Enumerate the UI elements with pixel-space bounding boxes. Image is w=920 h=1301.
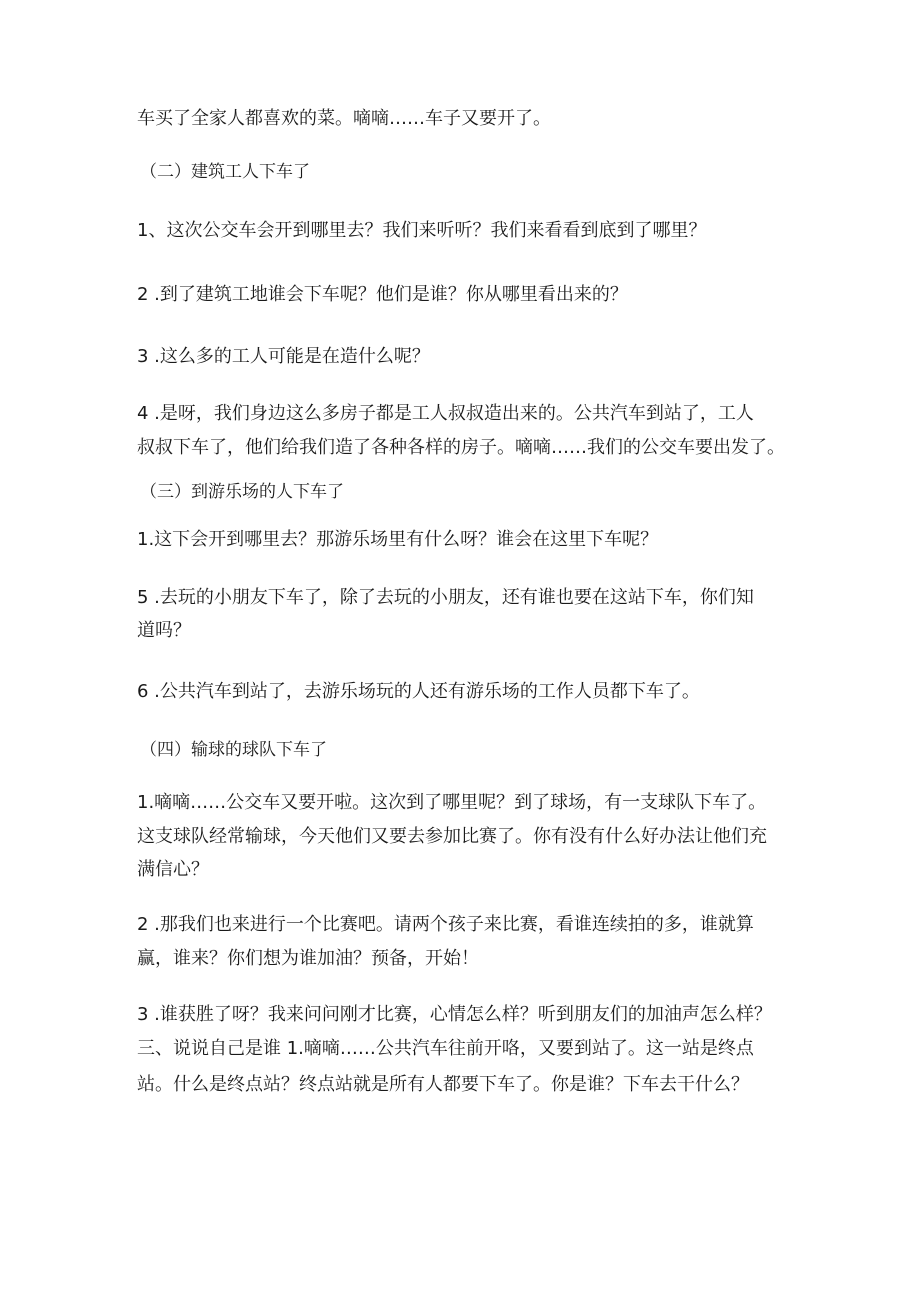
- text-line-item-1-amusement-park: 1.这下会开到哪里去？那游乐场里有什么呀？谁会在这里下车呢？: [137, 529, 659, 550]
- text-line-item-5-children-get-off: 5 .去玩的小朋友下车了，除了去玩的小朋友，还有谁也要在这站下车，你们知: [137, 587, 754, 608]
- section-heading-amusement-park: （三）到游乐场的人下车了: [140, 482, 344, 502]
- text-line-item-2-continued: 赢，谁来？你们想为谁加油？预备，开始！: [137, 948, 479, 969]
- text-line-item-1-ball-court: 1.嘀嘀……公交车又要开啦。这次到了哪里呢？到了球场，有一支球队下车了。: [137, 792, 767, 813]
- text-line-item-1-continued: 这支球队经常输球，今天他们又要去参加比赛了。你有没有什么好办法让他们充: [137, 826, 767, 847]
- text-line-terminal-station: 站。什么是终点站？终点站就是所有人都要下车了。你是谁？下车去干什么？: [137, 1074, 749, 1095]
- text-line-item-6-park-staff: 6 .公共汽车到站了，去游乐场玩的人还有游乐场的工作人员都下车了。: [137, 681, 700, 702]
- text-line-item-2-competition: 2 .那我们也来进行一个比赛吧。请两个孩子来比赛，看谁连续拍的多，谁就算: [137, 914, 754, 935]
- text-line-item-5-continued: 道吗？: [137, 620, 191, 641]
- section-heading-construction-workers: （二）建筑工人下车了: [140, 162, 310, 182]
- text-line-item-3-winner: 3 .谁获胜了呀？我来问问刚才比赛，心情怎么样？听到朋友们的加油声怎么样？: [137, 1004, 772, 1025]
- text-line-item-3-workers-building: 3 .这么多的工人可能是在造什么呢？: [137, 346, 430, 367]
- text-line-item-1-confidence: 满信心？: [137, 859, 209, 880]
- text-line-item-1-where-bus-goes: 1、这次公交车会开到哪里去？我们来听听？我们来看看到底到了哪里？: [137, 220, 707, 241]
- text-line-item-4-houses: 4 .是呀，我们身边这么多房子都是工人叔叔造出来的。公共汽车到站了，工人: [137, 403, 754, 424]
- text-line-bus-bought-dishes: 车买了全家人都喜欢的菜。嘀嘀……车子又要开了。: [137, 108, 551, 129]
- text-line-item-2-construction-site: 2 .到了建筑工地谁会下车呢？他们是谁？你从哪里看出来的？: [137, 284, 628, 305]
- section-heading-losing-team: （四）输球的球队下车了: [140, 740, 327, 760]
- text-line-section-three-who-am-i: 三、说说自己是谁 1.嘀嘀……公共汽车往前开咯，又要到站了。这一站是终点: [137, 1038, 754, 1059]
- text-line-item-4-continued: 叔叔下车了，他们给我们造了各种各样的房子。嘀嘀……我们的公交车要出发了。: [137, 437, 785, 458]
